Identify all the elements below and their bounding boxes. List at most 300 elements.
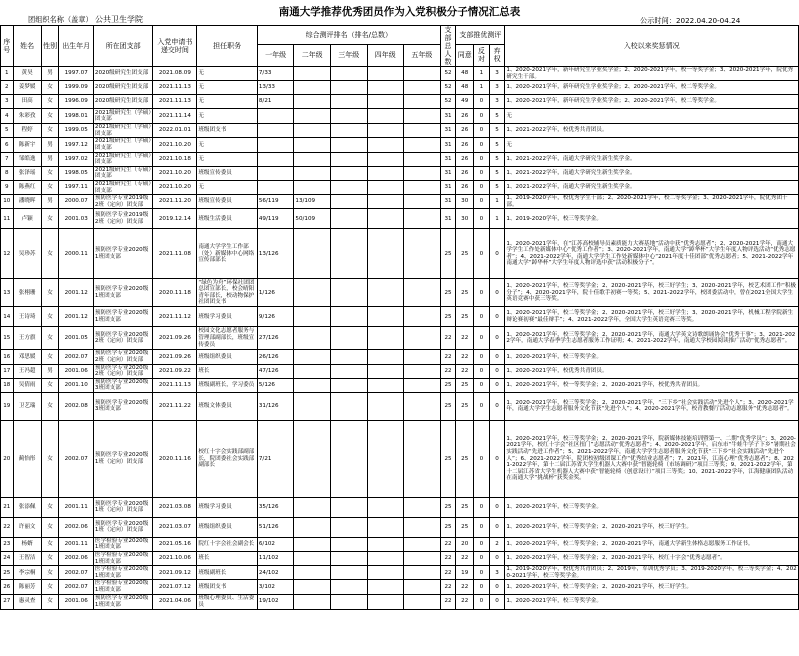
col-branch: 所在团支部 (93, 26, 153, 67)
apply-time-cell: 2021.10.20 (153, 138, 197, 152)
branch-cell: 预防医学专业2020级2班（定向）团支部 (93, 350, 153, 364)
seq-cell: 15 (1, 327, 14, 350)
birth-cell: 2001.11 (59, 497, 93, 517)
branch-cell: 2021级研究生（学硕）团支部 (94, 138, 152, 151)
seq-cell: 10 (1, 195, 14, 209)
table-row (1, 378, 799, 392)
rank-year3-cell (330, 580, 367, 594)
table-row (1, 180, 799, 194)
seq-cell: 8 (1, 166, 14, 180)
apply-time-cell: 2021.03.07 (153, 517, 197, 537)
col-year5: 五年级 (404, 44, 441, 66)
members-cell: 52 (440, 67, 456, 81)
rank-year4-cell (367, 392, 404, 420)
against-cell: 0 (474, 566, 490, 580)
seq-cell: 3 (1, 95, 14, 109)
against-cell: 0 (474, 307, 490, 327)
gender-cell: 女 (41, 166, 59, 180)
agree-cell: 26 (456, 109, 474, 124)
col-year3: 三年级 (330, 44, 367, 66)
agree-cell: 25 (456, 279, 474, 307)
rank-year3-cell (330, 307, 367, 327)
rank-year4-cell (367, 517, 404, 537)
position-cell: 班级学习委员 (197, 497, 258, 517)
rank-year4-cell (367, 180, 404, 194)
name-cell: 李宗桐 (13, 566, 41, 580)
rank-year2-cell (294, 420, 331, 497)
members-cell: 52 (440, 81, 456, 95)
rank-year5-cell (404, 517, 441, 537)
name-cell: 杨婿 (13, 537, 41, 551)
position-cell: 无 (197, 180, 258, 194)
rank-year4-cell (367, 378, 404, 392)
gender-cell: 女 (41, 124, 59, 138)
abstain-cell: 0 (489, 497, 505, 517)
rank-year2-cell (294, 124, 331, 138)
rank-year1-cell: 26/126 (257, 350, 294, 364)
apply-time-cell: 2019.12.14 (153, 209, 197, 229)
gender-cell: 女 (41, 566, 59, 580)
agree-cell: 26 (456, 180, 474, 194)
seq-cell: 18 (1, 378, 14, 392)
seq-cell: 14 (1, 307, 14, 327)
rank-year1-cell: 27/126 (257, 327, 294, 350)
awards-cell: 1、2020-2021学年，校三等奖学金。 (505, 594, 799, 609)
against-cell: 0 (474, 229, 490, 279)
rank-year1-cell: 19/102 (257, 594, 294, 609)
rank-year5-cell (404, 537, 441, 551)
apply-time-cell: 2021.09.26 (153, 350, 197, 364)
summary-table (0, 25, 799, 610)
branch-cell: 医学检验专业2020级1班团支部 (93, 580, 153, 594)
birth-cell: 2002.06 (59, 552, 93, 566)
gender-cell: 女 (41, 497, 59, 517)
rank-year1-cell: 7/21 (257, 420, 294, 497)
gender-cell: 男 (41, 195, 59, 209)
seq-cell: 20 (1, 420, 14, 497)
rank-year5-cell (404, 95, 441, 109)
birth-cell: 1999.05 (59, 124, 93, 138)
rank-year4-cell (367, 594, 404, 609)
rank-year5-cell (404, 594, 441, 609)
gender-cell: 女 (41, 279, 59, 307)
members-cell: 25 (440, 420, 456, 497)
col-position: 担任职务 (197, 26, 258, 67)
position-cell: 班级团支书 (197, 580, 258, 594)
rank-year3-cell (330, 517, 367, 537)
rank-year2-cell (294, 229, 331, 279)
rank-year2-cell (294, 537, 331, 551)
table-row (1, 580, 799, 594)
apply-time-cell: 2021.11.13 (153, 95, 197, 109)
rank-year1-cell: 3/102 (257, 580, 294, 594)
abstain-cell: 0 (489, 594, 505, 609)
position-cell: 无 (197, 109, 258, 124)
table-row (1, 229, 799, 279)
agree-cell: 48 (456, 67, 474, 81)
apply-time-cell: 2021.08.09 (153, 67, 197, 81)
position-cell: 无 (197, 138, 258, 152)
against-cell: 0 (474, 279, 490, 307)
rank-year5-cell (404, 166, 441, 180)
seq-cell: 21 (1, 497, 14, 517)
agree-cell: 25 (456, 497, 474, 517)
name-cell: 王冯超 (13, 364, 41, 378)
rank-year5-cell (404, 180, 441, 194)
against-cell: 0 (474, 195, 490, 209)
abstain-cell: 3 (489, 67, 505, 81)
members-cell: 25 (440, 307, 456, 327)
seq-cell: 2 (1, 81, 14, 95)
seq-cell: 6 (1, 138, 14, 152)
birth-cell: 2002.06 (59, 517, 93, 537)
gender-cell: 女 (41, 580, 59, 594)
branch-cell: 2021级研究生（学硕）团支部 (94, 152, 152, 166)
rank-year4-cell (367, 209, 404, 229)
gender-cell: 女 (41, 180, 59, 194)
rank-year5-cell (404, 566, 441, 580)
rank-year3-cell (330, 279, 367, 307)
apply-time-cell: 2021.10.20 (153, 166, 197, 180)
birth-cell: 1997.11 (59, 180, 93, 194)
fill-time: 公示时间：2022.04.20-04.24 (640, 16, 741, 25)
rank-year1-cell (257, 109, 294, 124)
branch-cell: 医学检验专业2020级1班团支部 (93, 537, 153, 551)
position-cell: 班级生活委员 (197, 209, 258, 229)
birth-cell: 2001.05 (59, 327, 93, 350)
abstain-cell: 0 (489, 350, 505, 364)
birth-cell: 2001.11 (59, 537, 93, 551)
gender-cell: 女 (41, 109, 59, 124)
rank-year1-cell: 35/126 (257, 497, 294, 517)
rank-year3-cell (330, 566, 367, 580)
seq-cell: 23 (1, 537, 14, 551)
col-ranking: 综合测评排名（排名/总数） (257, 26, 440, 45)
rank-year4-cell (367, 229, 404, 279)
birth-cell: 2001.12 (59, 279, 93, 307)
position-cell: 班长 (197, 552, 258, 566)
apply-time-cell: 2021.09.26 (153, 327, 197, 350)
agree-cell: 25 (456, 307, 474, 327)
rank-year2-cell (294, 566, 331, 580)
agree-cell: 26 (456, 124, 474, 138)
col-seq: 序号 (1, 26, 14, 67)
table-body (1, 67, 799, 610)
birth-cell: 2001.03 (59, 209, 93, 229)
rank-year3-cell (330, 420, 367, 497)
awards-cell: 1、2020-2021学年，校二等奖学金；2、2020-2021学年，校三好学生；3、2020-2021学年，机械工程学院新生辩论赛初赛“最佳辩手”；4、2021-2022学年，全国大学生英语竞赛三等奖。 (505, 307, 799, 327)
agree-cell: 25 (456, 420, 474, 497)
against-cell: 0 (474, 364, 490, 378)
birth-cell: 2002.07 (59, 580, 93, 594)
rank-year3-cell (330, 209, 367, 229)
rank-year3-cell (330, 195, 367, 209)
table-row (1, 497, 799, 517)
rank-year5-cell (404, 67, 441, 81)
gender-cell: 男 (41, 67, 59, 81)
awards-cell: 1、2020-2021学年，校三等奖学金；2、2020-2021学年，院新媒体技能培训暨第一、二期“优秀学员”；3、2020-2021学年，校红十字会“社区扭门”志愿活动“优秀志愿者”；4、2020-2021学年，启东市“牛蛙牛学子下乡”暑期社会实践活动“先进工作者”；5、2021-2022学年，南通大学学生志愿者服务文化节获“三下乡”社会实践活动“先进个人”；6、2021-2022学年，院团校初级团课工作“优秀结业志愿者”；7、2021年，江南心理“优秀志愿者”；8、2021-2022学年，第十二届江苏省大学生机器人大赛中获“智能轮椅（市场调研）”项目三等奖；9、2021-2022学年，第十二届江苏省大学生机器人大赛中获“智能轮椅（创意设计）”项目三等奖；10、2021-2022学年，江海健康团队活动在南通大学“挑战杯”获奖金奖。 (505, 420, 799, 497)
seq-cell: 11 (1, 209, 14, 229)
position-cell: 班级宣传委员 (197, 166, 258, 180)
abstain-cell: 5 (489, 180, 505, 194)
members-cell: 31 (440, 195, 456, 209)
apply-time-cell: 2021.04.06 (153, 594, 197, 609)
against-cell: 0 (474, 95, 490, 109)
seq-cell: 1 (1, 67, 14, 81)
table-row (1, 307, 799, 327)
abstain-cell: 0 (489, 580, 505, 594)
rank-year2-cell (294, 109, 331, 124)
rank-year3-cell (330, 180, 367, 194)
name-cell: 潘晓晖 (13, 195, 41, 209)
birth-cell: 2000.07 (59, 195, 93, 209)
seq-cell: 16 (1, 350, 14, 364)
branch-cell: 预防医学专业2020级3班团支部 (93, 392, 153, 420)
awards-cell: 1、2020-2021学年，校一等奖学金；2、2020-2021学年，校优秀共青团员。 (505, 378, 799, 392)
members-cell: 25 (440, 497, 456, 517)
abstain-cell: 0 (489, 307, 505, 327)
rank-year5-cell (404, 195, 441, 209)
birth-cell: 2000.11 (59, 229, 93, 279)
against-cell: 0 (474, 420, 490, 497)
name-cell: 卫艺瑞 (13, 392, 41, 420)
table-row (1, 517, 799, 537)
abstain-cell: 5 (489, 124, 505, 138)
agree-cell: 30 (456, 209, 474, 229)
members-cell: 31 (440, 109, 456, 124)
birth-cell: 1997.02 (59, 152, 93, 166)
position-cell: 南通大学学生工作部（处）新媒体中心网络宣传部部长 (197, 229, 258, 279)
name-cell: 张添佩 (13, 497, 41, 517)
rank-year2-cell (294, 327, 331, 350)
abstain-cell: 5 (489, 152, 505, 166)
awards-cell: 1、2020-2021学年，校三等奖学金。 (505, 350, 799, 364)
agree-cell: 30 (456, 195, 474, 209)
name-cell: 王诗琦 (13, 307, 41, 327)
birth-cell: 2001.12 (59, 307, 93, 327)
rank-year5-cell (404, 580, 441, 594)
against-cell: 0 (474, 138, 490, 152)
rank-year4-cell (367, 81, 404, 95)
members-cell: 25 (440, 392, 456, 420)
rank-year2-cell: 50/109 (294, 209, 331, 229)
rank-year1-cell: 49/119 (257, 209, 294, 229)
col-year2: 二年级 (294, 44, 331, 66)
position-cell: 无 (197, 152, 258, 166)
table-row (1, 392, 799, 420)
branch-cell: 预防医学专业2020级3班团支部 (93, 378, 153, 392)
col-against: 反对 (474, 44, 490, 66)
gender-cell: 女 (41, 517, 59, 537)
rank-year3-cell (330, 95, 367, 109)
position-cell: “绿色为舟”环保社团团总团宣部长，校会晴阳青年部长，校动物保护社团团支书 (197, 279, 258, 307)
rank-year1-cell (257, 152, 294, 166)
col-awards: 入校以来奖惩情况 (505, 26, 799, 67)
table-row (1, 279, 799, 307)
rank-year4-cell (367, 138, 404, 152)
members-cell: 52 (440, 95, 456, 109)
awards-cell: 1、2019-2020学年，校优秀学生干部；2、2020-2021学年，校二等奖学金；3、2020-2021学年，院优秀团干部。 (505, 195, 799, 209)
birth-cell: 2001.06 (59, 594, 93, 609)
awards-cell: 1、2020-2021学年，新年研究生学业奖学金；2、2020-2021学年，校二等奖学金。 (505, 95, 799, 109)
rank-year1-cell (257, 166, 294, 180)
agree-cell: 22 (456, 350, 474, 364)
rank-year1-cell (257, 180, 294, 194)
branch-cell: 预防医学专业2020级1班团支部 (93, 229, 153, 279)
birth-cell: 1997.07 (59, 67, 93, 81)
rank-year5-cell (404, 124, 441, 138)
apply-time-cell: 2021.05.16 (153, 537, 197, 551)
rank-year4-cell (367, 327, 404, 350)
name-cell: 陈新宇 (13, 138, 41, 152)
rank-year5-cell (404, 552, 441, 566)
rank-year2-cell (294, 392, 331, 420)
position-cell: 班级文体委员 (197, 392, 258, 420)
awards-cell: 1、2021-2022学年，南通大学研究生新生奖学金。 (505, 180, 799, 194)
awards-cell: 1、2021-2022学年，校优秀共青团员。 (505, 124, 799, 138)
rank-year4-cell (367, 195, 404, 209)
col-abstain: 弃权 (489, 44, 505, 66)
members-cell: 25 (440, 279, 456, 307)
branch-cell: 预防医学专业2019级2班（定向）团支部 (93, 209, 153, 229)
seq-cell: 9 (1, 180, 14, 194)
rank-year4-cell (367, 350, 404, 364)
rank-year1-cell: 9/126 (257, 307, 294, 327)
branch-cell: 预防医学专业2020级1班团支部 (93, 279, 153, 307)
against-cell: 0 (474, 152, 490, 166)
abstain-cell: 1 (489, 195, 505, 209)
birth-cell: 2002.08 (59, 392, 93, 420)
rank-year1-cell: 13/126 (257, 229, 294, 279)
abstain-cell: 5 (489, 138, 505, 152)
against-cell: 0 (474, 392, 490, 420)
birth-cell: 1997.12 (59, 138, 93, 152)
rank-year4-cell (367, 166, 404, 180)
name-cell: 王智洁 (13, 552, 41, 566)
table-row (1, 364, 799, 378)
name-cell: 田高 (13, 95, 41, 109)
gender-cell: 女 (41, 552, 59, 566)
members-cell: 22 (440, 537, 456, 551)
members-cell: 22 (440, 566, 456, 580)
position-cell: 院红十字会社会副会长 (197, 537, 258, 551)
rank-year1-cell: 6/102 (257, 537, 294, 551)
apply-time-cell: 2021.10.18 (153, 152, 197, 166)
agree-cell: 22 (456, 580, 474, 594)
rank-year2-cell (294, 67, 331, 81)
seq-cell: 24 (1, 552, 14, 566)
rank-year2-cell (294, 378, 331, 392)
gender-cell: 女 (41, 420, 59, 497)
members-cell: 31 (440, 209, 456, 229)
gender-cell: 女 (41, 307, 59, 327)
members-cell: 22 (440, 580, 456, 594)
rank-year1-cell: 31/126 (257, 392, 294, 420)
gender-cell: 女 (41, 537, 59, 551)
agree-cell: 48 (456, 81, 474, 95)
rank-year4-cell (367, 109, 404, 124)
table-row (1, 195, 799, 209)
awards-cell: 1、2019-2020学年，校三等奖学金。 (505, 209, 799, 229)
branch-cell: 预防医学专业2020级2班（定向）团支部 (93, 364, 153, 378)
rank-year3-cell (330, 81, 367, 95)
agree-cell: 25 (456, 378, 474, 392)
agree-cell: 22 (456, 552, 474, 566)
awards-cell: 1、2020-2021学年，校三等奖学金；2、2020-2021学年，南通大学英文诗歌朗诵协会“优秀干事”；3、2021-2022学年，南通大学春季学生志愿者服务工作证明；4、2021-2022学年，南通大学校园阅读推广活动“优秀志愿者”。 (505, 327, 799, 350)
awards-cell: 1、2019-2020学年，校优秀共青团员；2、2019年，军训优秀学员；3、2019-2020学年，校三等奖学金；4、2020-2021学年，校三等奖学金。 (506, 566, 797, 579)
rank-year2-cell (294, 279, 331, 307)
position-cell: 无 (197, 81, 258, 95)
org-line (28, 14, 143, 25)
abstain-cell: 3 (489, 81, 505, 95)
awards-cell: 1、2020-2021学年，校三等奖学金；2、2020-2021学年，“三下乡”社会实践活动“先进个人”；3、2020-2021学年，南通大学学生志愿者服务文化节获“先进个人”；4、2020-2021学年，校青教餐厅活动志愿服务“优秀志愿者”。 (505, 392, 799, 420)
against-cell: 0 (474, 497, 490, 517)
members-cell: 25 (440, 378, 456, 392)
birth-cell: 2002.07 (59, 420, 93, 497)
rank-year3-cell (330, 166, 367, 180)
rank-year2-cell (294, 497, 331, 517)
col-name: 姓名 (13, 26, 41, 67)
name-cell: 卢颖 (13, 209, 41, 229)
rank-year3-cell (330, 594, 367, 609)
awards-cell: 1、2020-2021学年，校三等奖学金；2、2020-2021学年，校红十字会“优秀志愿者”。 (505, 552, 799, 566)
table-row (1, 537, 799, 551)
apply-time-cell: 2021.03.08 (153, 497, 197, 517)
against-cell: 0 (474, 552, 490, 566)
agree-cell: 26 (456, 152, 474, 166)
seq-cell: 25 (1, 566, 14, 580)
abstain-cell: 0 (489, 552, 505, 566)
rank-year4-cell (367, 552, 404, 566)
rank-year2-cell (294, 552, 331, 566)
rank-year1-cell: 1/126 (257, 279, 294, 307)
against-cell: 0 (474, 109, 490, 124)
agree-cell: 26 (456, 166, 474, 180)
agree-cell: 20 (456, 537, 474, 551)
table-row (1, 109, 799, 124)
rank-year4-cell (367, 537, 404, 551)
rank-year5-cell (404, 152, 441, 166)
apply-time-cell: 2021.09.12 (153, 566, 197, 580)
rank-year3-cell (330, 552, 367, 566)
name-cell: 张泽瑶 (13, 166, 41, 180)
name-cell: 程婷 (13, 124, 41, 138)
members-cell: 25 (440, 229, 456, 279)
branch-cell: 预防医学专业2020级1班（定向）团支部 (93, 517, 153, 537)
rank-year5-cell (404, 420, 441, 497)
agree-cell: 25 (456, 517, 474, 537)
col-year4: 四年级 (367, 44, 404, 66)
gender-cell: 女 (41, 95, 59, 109)
rank-year2-cell (294, 580, 331, 594)
members-cell: 31 (440, 166, 456, 180)
abstain-cell: 0 (489, 517, 505, 537)
branch-cell: 预防医学专业2020级1班（定向）团支部 (93, 420, 153, 497)
abstain-cell: 0 (489, 420, 505, 497)
name-cell: 姜梦媛 (13, 81, 41, 95)
name-cell: 王方旗 (13, 327, 41, 350)
table-row (1, 152, 799, 166)
awards-cell: 1、2020-2021学年，校三等奖学金。 (505, 497, 799, 517)
abstain-cell: 0 (489, 392, 505, 420)
position-cell: 无 (197, 95, 258, 109)
name-cell: 朱彩孜 (13, 109, 41, 124)
abstain-cell: 0 (489, 378, 505, 392)
seq-cell: 27 (1, 594, 14, 609)
seq-cell: 19 (1, 392, 14, 420)
abstain-cell: 0 (489, 229, 505, 279)
branch-cell: 2020级研究生团支部 (93, 67, 153, 81)
